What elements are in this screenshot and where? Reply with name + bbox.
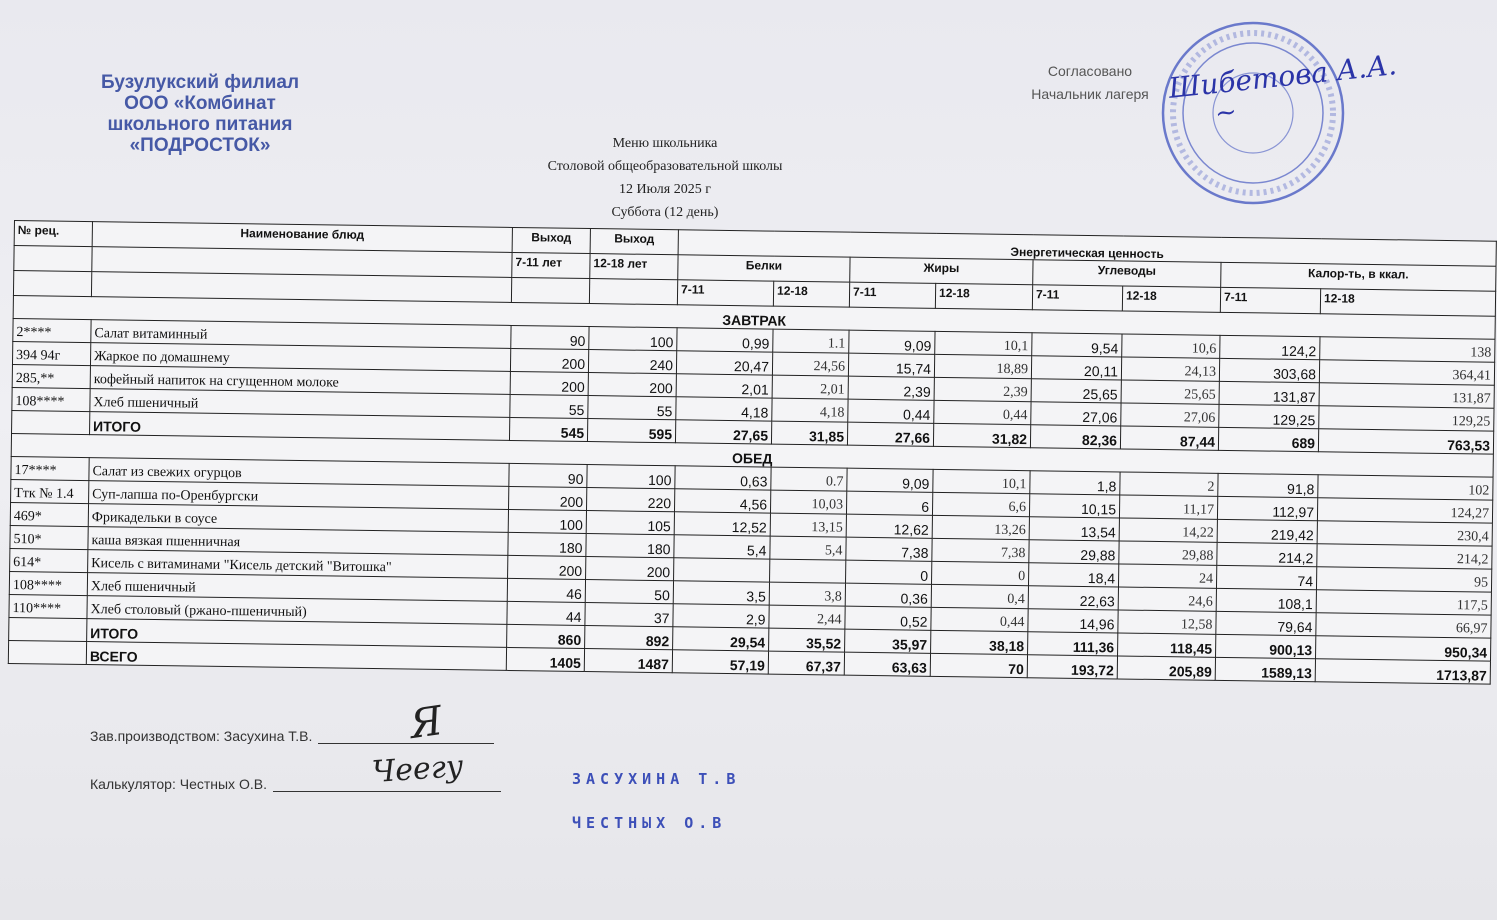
value-f1: 2,39 xyxy=(848,376,934,400)
total-code-empty xyxy=(12,410,90,434)
dish-name: Салат из свежих огурцов xyxy=(89,458,509,487)
total-label: ИТОГО xyxy=(87,619,507,648)
value-c1: 20,11 xyxy=(1031,356,1121,380)
dish-name: кофейный напиток на сгущенном молоке xyxy=(90,366,510,395)
value-p2: 13,15 xyxy=(770,513,846,537)
grand-total-p2: 67,37 xyxy=(768,651,844,675)
dish-name: Хлеб пшеничный xyxy=(90,389,510,418)
value-y2: 180 xyxy=(586,534,674,558)
value-k1: 214,2 xyxy=(1217,542,1317,566)
grand-total-p1: 57,19 xyxy=(672,650,768,674)
value-y2: 55 xyxy=(588,396,676,420)
value-y1: 90 xyxy=(511,325,589,349)
recipe-code: 469* xyxy=(10,502,88,526)
header-yield-age-7-11: 7-11 лет xyxy=(512,252,590,278)
value-c1: 1,8 xyxy=(1030,471,1120,495)
value-y2: 105 xyxy=(586,511,674,535)
value-p1: 3,5 xyxy=(673,581,769,605)
total-y2: 892 xyxy=(585,626,673,650)
value-k2: 131,87 xyxy=(1319,383,1494,408)
header-energy: Энергетическая ценность xyxy=(678,230,1496,266)
total-code-empty xyxy=(9,617,87,641)
value-c1: 9,54 xyxy=(1032,333,1122,357)
total-p1: 29,54 xyxy=(673,627,769,651)
recipe-code: 2**** xyxy=(13,318,91,342)
value-k2: 230,4 xyxy=(1317,521,1492,546)
value-k2: 95 xyxy=(1316,567,1491,592)
staff-calc-label: Калькулятор: Честных О.В. xyxy=(90,776,267,792)
value-y1: 180 xyxy=(508,532,586,556)
value-p1: 2,9 xyxy=(673,604,769,628)
value-p1 xyxy=(674,558,770,582)
round-seal-icon xyxy=(1158,18,1348,208)
value-k2: 138 xyxy=(1320,337,1495,362)
value-f2: 2,39 xyxy=(934,377,1031,401)
value-p1: 4,56 xyxy=(674,489,770,513)
grand-total-label: ВСЕГО xyxy=(86,642,506,671)
value-f2: 6,6 xyxy=(932,492,1029,516)
total-f2: 31,82 xyxy=(933,423,1030,447)
company-line: «ПОДРОСТОК» xyxy=(129,135,271,156)
header-protein: Белки xyxy=(678,255,850,282)
value-f2: 10,1 xyxy=(935,331,1032,355)
value-y1: 100 xyxy=(508,509,586,533)
header-calories-12-18: 12-18 xyxy=(1320,289,1495,316)
menu-table xyxy=(8,220,1497,685)
value-y2: 200 xyxy=(586,557,674,581)
dish-name: Хлеб пшеничный xyxy=(87,573,507,602)
approval-role: Начальник лагеря xyxy=(1031,86,1149,102)
grand-total-k2: 1713,87 xyxy=(1315,659,1490,684)
signature-line xyxy=(273,791,501,792)
value-p2: 1.1 xyxy=(773,329,849,353)
value-c1: 14,96 xyxy=(1028,609,1118,633)
document-subtitle: Столовой общеобразовательной школы xyxy=(547,159,783,174)
value-c2: 10,6 xyxy=(1122,334,1220,358)
value-p2 xyxy=(770,559,846,583)
dish-name: Жаркое по домашнему xyxy=(90,343,510,372)
header-fat-7-11: 7-11 xyxy=(849,282,935,308)
value-c2: 24,13 xyxy=(1121,357,1219,381)
value-k1: 303,68 xyxy=(1219,358,1319,382)
recipe-code: 108**** xyxy=(9,571,87,595)
header-calories: Калор-ть, в ккал. xyxy=(1221,262,1496,291)
total-k2: 950,34 xyxy=(1316,636,1491,661)
value-y1: 200 xyxy=(509,486,587,510)
recipe-code: 285,** xyxy=(12,364,90,388)
section-title: ЗАВТРАК xyxy=(13,295,1495,339)
recipe-code: 110**** xyxy=(9,594,87,618)
total-y1: 545 xyxy=(509,417,587,441)
dish-name: Фрикадельки в соусе xyxy=(88,504,508,533)
value-p1: 0,99 xyxy=(677,328,773,352)
company-stamp xyxy=(70,72,330,156)
dish-name: Суп-лапша по-Оренбургски xyxy=(89,481,509,510)
value-f1: 9,09 xyxy=(849,330,935,354)
grand-total-k1: 1589,13 xyxy=(1215,657,1315,681)
company-line: школьного питания xyxy=(107,114,293,135)
company-line: ООО «Комбинат xyxy=(124,93,276,114)
grand-total-y1: 1405 xyxy=(506,647,584,671)
value-y1: 46 xyxy=(507,578,585,602)
staff-head-label: Зав.производством: Засухина Т.В. xyxy=(90,728,313,744)
total-p2: 31,85 xyxy=(771,421,847,445)
header-fat: Жиры xyxy=(850,257,1033,285)
header-fat-12-18: 12-18 xyxy=(935,283,1032,309)
value-y2: 100 xyxy=(589,327,677,351)
value-k2: 66,97 xyxy=(1316,613,1491,638)
value-f2: 18,89 xyxy=(934,354,1031,378)
header-dish-name: Наименование блюд xyxy=(92,222,512,253)
value-k1: 91,8 xyxy=(1218,473,1318,497)
header-calories-7-11: 7-11 xyxy=(1220,287,1320,313)
value-k2: 124,27 xyxy=(1317,498,1492,523)
value-p1: 2,01 xyxy=(676,374,772,398)
value-f2: 13,26 xyxy=(932,515,1029,539)
total-c2: 87,44 xyxy=(1120,426,1218,450)
value-p2: 2,01 xyxy=(772,375,848,399)
value-c2: 24 xyxy=(1118,564,1216,588)
recipe-code: 510* xyxy=(10,525,88,549)
value-f1: 0,44 xyxy=(848,399,934,423)
value-c2: 29,88 xyxy=(1119,541,1217,565)
value-c2: 11,17 xyxy=(1119,495,1217,519)
value-c1: 18,4 xyxy=(1028,563,1118,587)
header-yield-12-18: Выход xyxy=(590,229,678,255)
value-c2: 27,06 xyxy=(1121,403,1219,427)
total-y2: 595 xyxy=(587,419,675,443)
value-k1: 79,64 xyxy=(1216,611,1316,635)
value-c1: 10,15 xyxy=(1029,494,1119,518)
value-y1: 55 xyxy=(510,394,588,418)
value-f1: 0 xyxy=(846,560,932,584)
calc-signature: Чеегу xyxy=(370,748,465,791)
value-p1: 12,52 xyxy=(674,512,770,536)
dish-name: Хлеб столовый (ржано-пшеничный) xyxy=(87,596,507,625)
value-c2: 2 xyxy=(1120,472,1218,496)
value-k2: 102 xyxy=(1318,475,1493,500)
total-f1: 35,97 xyxy=(845,629,931,653)
total-c2: 118,45 xyxy=(1118,633,1216,657)
value-p2: 0.7 xyxy=(771,467,847,491)
total-y1: 860 xyxy=(507,624,585,648)
value-f1: 15,74 xyxy=(848,353,934,377)
name-stamp-calc: ЧЕСТНЫХ О.В xyxy=(572,814,727,832)
dish-name: каша вязкая пшенничная xyxy=(88,527,508,556)
value-y1: 200 xyxy=(508,555,586,579)
approval-agreed: Согласовано xyxy=(1047,63,1133,79)
document-day: Суббота (12 день) xyxy=(611,205,719,220)
total-p1: 27,65 xyxy=(675,420,771,444)
value-p2: 3,8 xyxy=(769,582,845,606)
document-titles xyxy=(440,132,890,224)
value-f2: 0,4 xyxy=(931,584,1028,608)
section-title: ОБЕД xyxy=(11,433,1493,477)
recipe-code: 108**** xyxy=(12,387,90,411)
value-f1: 0,36 xyxy=(845,583,931,607)
value-k1: 219,42 xyxy=(1217,519,1317,543)
value-p2: 24,56 xyxy=(772,352,848,376)
value-y2: 100 xyxy=(587,465,675,489)
company-line: Бузулукский филиал xyxy=(100,72,300,93)
value-k2: 214,2 xyxy=(1317,544,1492,569)
grand-total-f1: 63,63 xyxy=(844,652,930,676)
value-y2: 50 xyxy=(585,580,673,604)
value-p1: 5,4 xyxy=(674,535,770,559)
value-f1: 9,09 xyxy=(847,468,933,492)
value-f1: 0,52 xyxy=(845,606,931,630)
value-f2: 10,1 xyxy=(933,469,1030,493)
dish-name: Салат витаминный xyxy=(91,320,511,349)
value-p2: 10,03 xyxy=(770,490,846,514)
value-y2: 200 xyxy=(588,373,676,397)
grand-total-f2: 70 xyxy=(930,653,1027,677)
value-y2: 37 xyxy=(585,603,673,627)
name-stamp-head: ЗАСУХИНА Т.В xyxy=(572,770,741,788)
value-k1: 129,25 xyxy=(1219,404,1319,428)
recipe-code: Ттк № 1.4 xyxy=(11,479,89,503)
total-k1: 689 xyxy=(1218,427,1318,451)
value-p2: 2,44 xyxy=(769,605,845,629)
grand-total-c2: 205,89 xyxy=(1117,656,1215,680)
value-k2: 129,25 xyxy=(1319,406,1494,431)
value-c2: 12,58 xyxy=(1118,610,1216,634)
value-f1: 7,38 xyxy=(846,537,932,561)
header-protein-12-18: 12-18 xyxy=(773,281,849,307)
value-p1: 0,63 xyxy=(675,466,771,490)
value-f1: 12,62 xyxy=(846,514,932,538)
grand-total-c1: 193,72 xyxy=(1027,655,1117,679)
approval-block xyxy=(1010,60,1170,106)
total-f1: 27,66 xyxy=(847,422,933,446)
total-f2: 38,18 xyxy=(931,630,1028,654)
document-date: 12 Июля 2025 г xyxy=(619,182,711,197)
total-c1: 111,36 xyxy=(1028,632,1118,656)
table-body xyxy=(8,295,1495,684)
value-k1: 112,97 xyxy=(1217,496,1317,520)
approver-signature: Шибетова А.А. xyxy=(1166,48,1399,105)
total-p2: 35,52 xyxy=(769,628,845,652)
value-f2: 0 xyxy=(932,561,1029,585)
total-k1: 900,13 xyxy=(1216,634,1316,658)
header-carbs: Углеводы xyxy=(1033,260,1221,288)
header-carbs-12-18: 12-18 xyxy=(1122,286,1220,312)
head-signature: Я xyxy=(406,697,446,749)
total-k2: 763,53 xyxy=(1318,429,1493,454)
value-c2: 25,65 xyxy=(1121,380,1219,404)
header-yield-age-12-18: 12-18 лет xyxy=(590,254,678,280)
grand-total-y2: 1487 xyxy=(584,649,672,673)
value-f2: 0,44 xyxy=(931,607,1028,631)
value-k2: 364,41 xyxy=(1319,360,1494,385)
document-title: Меню школьника xyxy=(612,136,718,151)
approver-signature-scribble: ~ xyxy=(1213,96,1239,130)
value-k2: 117,5 xyxy=(1316,590,1491,615)
value-p2: 5,4 xyxy=(770,536,846,560)
value-f2: 0,44 xyxy=(934,400,1031,424)
value-y1: 200 xyxy=(510,348,588,372)
value-c1: 13,54 xyxy=(1029,517,1119,541)
header-yield-7-11: Выход xyxy=(512,227,590,253)
header-protein-7-11: 7-11 xyxy=(677,280,773,306)
value-c1: 29,88 xyxy=(1029,540,1119,564)
header-carbs-7-11: 7-11 xyxy=(1032,285,1122,311)
value-c2: 24,6 xyxy=(1118,587,1216,611)
recipe-code: 17**** xyxy=(11,456,89,480)
value-y1: 200 xyxy=(510,371,588,395)
grand-total-code-empty xyxy=(8,640,86,664)
value-k1: 108,1 xyxy=(1216,588,1316,612)
value-p2: 4,18 xyxy=(772,398,848,422)
value-k1: 124,2 xyxy=(1220,335,1320,359)
total-label: ИТОГО xyxy=(90,412,510,441)
signature-line xyxy=(318,743,494,744)
value-y2: 220 xyxy=(586,488,674,512)
header-recipe-no: № рец. xyxy=(14,221,92,247)
value-k1: 74 xyxy=(1216,565,1316,589)
value-c1: 22,63 xyxy=(1028,586,1118,610)
value-y2: 240 xyxy=(588,350,676,374)
value-y1: 44 xyxy=(507,601,585,625)
recipe-code: 394 94г xyxy=(12,341,90,365)
value-c2: 14,22 xyxy=(1119,518,1217,542)
dish-name: Кисель с витаминами "Кисель детский "Витошка" xyxy=(88,550,508,579)
total-c1: 82,36 xyxy=(1030,425,1120,449)
value-c1: 25,65 xyxy=(1031,379,1121,403)
recipe-code: 614* xyxy=(10,548,88,572)
value-f2: 7,38 xyxy=(932,538,1029,562)
value-p1: 20,47 xyxy=(676,351,772,375)
value-c1: 27,06 xyxy=(1031,402,1121,426)
value-f1: 6 xyxy=(846,491,932,515)
value-y1: 90 xyxy=(509,463,587,487)
value-k1: 131,87 xyxy=(1219,381,1319,405)
value-p1: 4,18 xyxy=(676,397,772,421)
